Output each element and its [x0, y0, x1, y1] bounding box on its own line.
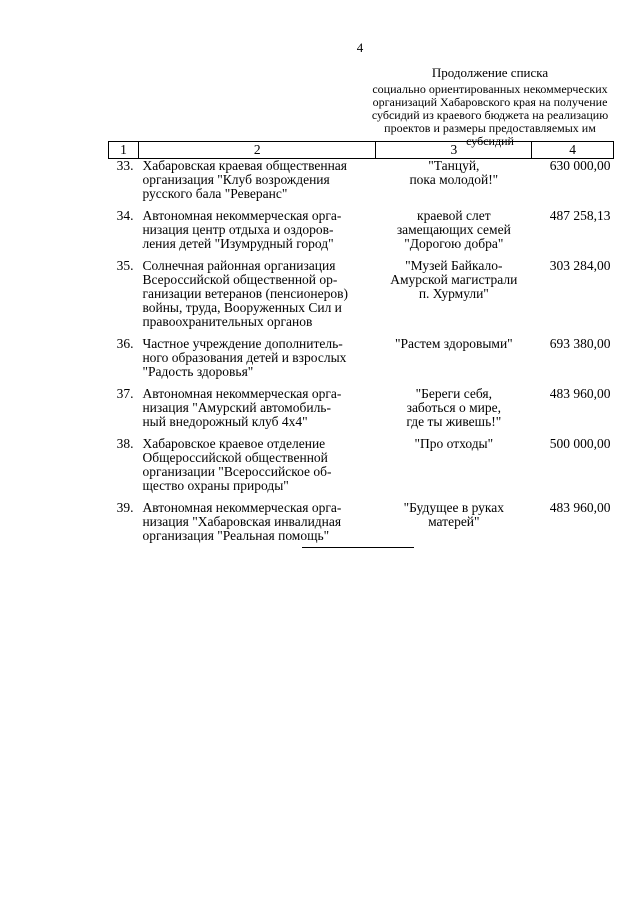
header-subtitle: социально ориентированных некоммерческих организаций Хабаровского края на получение субсидий из краевого бюджета на реализацию проектов и размеры предоставляемых им субсидий — [371, 82, 609, 148]
row-number: 35. — [116, 258, 134, 273]
organization-name: Автономная некоммерческая орга- низация "Амурский автомобиль- ный внедорожный клуб 4х4" — [142, 386, 342, 429]
header-title: Продолжение списка — [431, 65, 549, 80]
table-row — [109, 337, 614, 387]
project-name: "Про отходы" — [414, 436, 494, 451]
project-name: "Музей Байкало- Амурской магистрали п. Хурмули" — [390, 258, 518, 301]
table-row — [109, 501, 614, 551]
row-number: 39. — [116, 500, 134, 515]
row-number: 37. — [116, 386, 134, 401]
table-row — [109, 159, 614, 210]
organization-name: Частное учреждение дополнитель- ного образования детей и взрослых "Радость здоровья" — [142, 336, 347, 379]
project-name: "Танцуй, пока молодой!" — [409, 158, 499, 187]
subsidy-amount: 487 258,13 — [549, 208, 611, 223]
project-name: "Растем здоровыми" — [394, 336, 513, 351]
subsidy-amount: 303 284,00 — [549, 258, 611, 273]
subsidy-amount: 483 960,00 — [549, 500, 611, 515]
end-divider — [302, 547, 414, 548]
subsidy-amount: 500 000,00 — [549, 436, 611, 451]
table-row — [109, 387, 614, 437]
column-header-project: 3 — [376, 142, 532, 159]
column-header-number: 1 — [109, 142, 139, 159]
organization-name: Солнечная районная организация Всероссийской общественной ор- ганизации ветеранов (пенсионеров) войны, труда, Вооруженных Сил и правоохранительных органов — [142, 258, 348, 329]
document-header — [365, 66, 615, 148]
organization-name: Автономная некоммерческая орга- низация центр отдыха и оздоров- ления детей "Изумрудный город" — [142, 208, 342, 251]
table-row — [109, 437, 614, 501]
subsidy-amount: 693 380,00 — [549, 336, 611, 351]
subsidy-amount: 630 000,00 — [549, 158, 611, 173]
table-header-row — [109, 142, 614, 159]
row-number: 36. — [116, 336, 134, 351]
row-number: 34. — [116, 208, 134, 223]
page-number: 4 — [356, 40, 364, 55]
table-row — [109, 259, 614, 337]
column-header-organization: 2 — [138, 142, 376, 159]
column-header-amount: 4 — [532, 142, 614, 159]
row-number: 33. — [116, 158, 134, 173]
table-row — [109, 209, 614, 259]
project-name: краевой слет замещающих семей "Дорогою добра" — [396, 208, 511, 251]
organization-name: Хабаровская краевая общественная организация "Клуб возрождения русского бала "Реверанс" — [142, 158, 348, 201]
project-name: "Будущее в руках матерей" — [403, 500, 504, 529]
project-name: "Береги себя, заботься о мире, где ты живешь!" — [406, 386, 502, 429]
row-number: 38. — [116, 436, 134, 451]
grants-table — [108, 141, 614, 551]
organization-name: Хабаровское краевое отделение Общероссийской общественной организации "Всероссийское об- щество охраны природы" — [142, 436, 332, 493]
organization-name: Автономная некоммерческая орга- низация "Хабаровская инвалидная организация "Реальная помощь" — [142, 500, 342, 543]
subsidy-amount: 483 960,00 — [549, 386, 611, 401]
